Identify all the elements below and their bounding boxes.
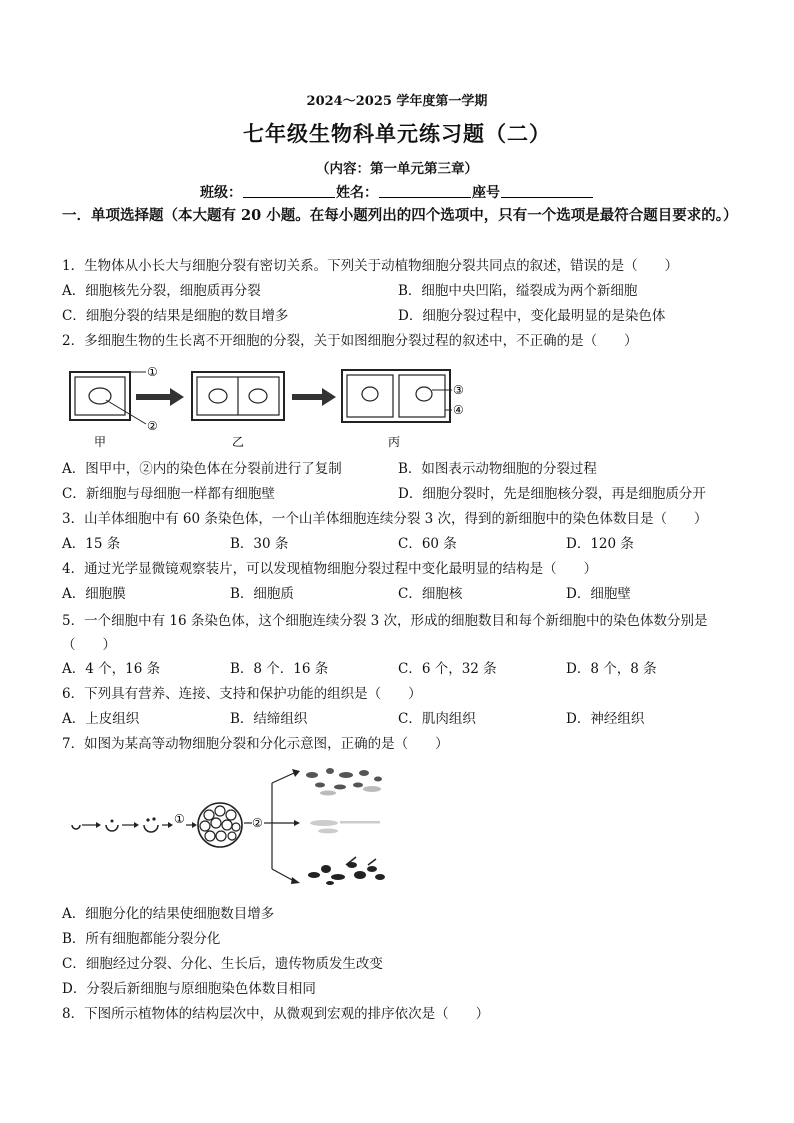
- cell-differentiation-figure: [68, 765, 408, 895]
- question-4-option-c[interactable]: C．细胞核: [398, 586, 463, 602]
- cell-division-figure: [66, 360, 486, 452]
- question-2-option-a[interactable]: A．图甲中，②内的染色体在分裂前进行了复制: [62, 461, 342, 477]
- question-1-stem: 1．生物体从小长大与细胞分裂有密切关系。下列关于动植物细胞分裂共同点的叙述，错误的是（ ）: [62, 258, 679, 274]
- question-1-option-c[interactable]: C．细胞分裂的结果是细胞的数目增多: [62, 308, 289, 324]
- question-5-option-a[interactable]: A．4 个，16 条: [62, 661, 161, 677]
- question-4-stem: 4．通过光学显微镜观察装片，可以发现植物细胞分裂过程中变化最明显的结构是（ ）: [62, 561, 598, 577]
- fig2-label-jia: 甲: [94, 435, 107, 449]
- question-7-option-c[interactable]: C．细胞经过分裂、分化、生长后，遗传物质发生改变: [62, 956, 383, 972]
- question-3-option-a[interactable]: A．15 条: [62, 536, 121, 552]
- student-info-row: [0, 182, 794, 202]
- question-5-option-c[interactable]: C．6 个，32 条: [398, 661, 497, 677]
- question-6-option-d[interactable]: D．神经组织: [566, 711, 645, 727]
- fig2-label-1: ①: [147, 365, 158, 379]
- question-2-option-c[interactable]: C．新细胞与母细胞一样都有细胞壁: [62, 486, 275, 502]
- question-4-option-d[interactable]: D．细胞壁: [566, 586, 631, 602]
- question-6-option-c[interactable]: C．肌肉组织: [398, 711, 476, 727]
- name-label: 姓名：: [336, 185, 378, 201]
- question-3-option-d[interactable]: D．120 条: [566, 536, 634, 552]
- question-4-option-a[interactable]: A．细胞膜: [62, 586, 126, 602]
- question-7-option-d[interactable]: D．分裂后新细胞与原细胞染色体数目相同: [62, 981, 316, 997]
- fig2-label-yi: 乙: [232, 435, 245, 449]
- question-8-stem: 8．下图所示植物体的结构层次中，从微观到宏观的排序依次是（ ）: [62, 1006, 490, 1022]
- fig7-label-1: ①: [174, 812, 185, 826]
- content-scope: （内容：第一单元第三章）: [316, 161, 478, 177]
- fig2-label-3: ③: [453, 383, 464, 397]
- question-2-option-d[interactable]: D．细胞分裂时，先是细胞核分裂，再是细胞质分开: [398, 486, 706, 502]
- question-1-option-d[interactable]: D．细胞分裂过程中，变化最明显的是染色体: [398, 308, 666, 324]
- question-4-option-b[interactable]: B．细胞质: [230, 586, 294, 602]
- question-6-option-b[interactable]: B．结缔组织: [230, 711, 308, 727]
- question-5-option-b[interactable]: B．8 个．16 条: [230, 661, 329, 677]
- question-7-option-a[interactable]: A．细胞分化的结果使细胞数目增多: [62, 906, 275, 922]
- class-blank[interactable]: [243, 184, 335, 198]
- question-1-option-b[interactable]: B．细胞中央凹陷，缢裂成为两个新细胞: [398, 283, 638, 299]
- question-3-option-c[interactable]: C．60 条: [398, 536, 457, 552]
- question-1-option-a[interactable]: A．细胞核先分裂，细胞质再分裂: [62, 283, 261, 299]
- fig2-label-bing: 丙: [388, 435, 401, 449]
- question-7-stem: 7．如图为某高等动物细胞分裂和分化示意图，正确的是（ ）: [62, 736, 449, 752]
- question-5-option-d[interactable]: D．8 个，8 条: [566, 661, 657, 677]
- seat-blank[interactable]: [501, 184, 593, 198]
- question-3-stem: 3．山羊体细胞中有 60 条染色体，一个山羊体细胞连续分裂 3 次，得到的新细胞中的染色体数目是（ ）: [62, 511, 708, 527]
- semester-line: 2024～2025 学年度第一学期: [306, 94, 488, 109]
- question-2-option-b[interactable]: B．如图表示动物细胞的分裂过程: [398, 461, 597, 477]
- fig2-label-2: ②: [147, 419, 158, 433]
- page-title: 七年级生物科单元练习题（二）: [243, 121, 551, 146]
- name-blank[interactable]: [379, 184, 471, 198]
- question-3-option-b[interactable]: B．30 条: [230, 536, 289, 552]
- question-5-stem: 5．一个细胞中有 16 条染色体，这个细胞连续分裂 3 次，形成的细胞数目和每个新细胞中的染色体数分别是（ ）: [62, 613, 708, 653]
- question-2-stem: 2．多细胞生物的生长离不开细胞的分裂，关于如图细胞分裂过程的叙述中，不正确的是（ ）: [62, 333, 638, 349]
- fig2-label-4: ④: [453, 403, 464, 417]
- class-label: 班级：: [200, 185, 242, 201]
- seat-label: 座号: [472, 185, 500, 201]
- question-6-option-a[interactable]: A．上皮组织: [62, 711, 140, 727]
- section-heading: 一．单项选择题（本大题有 20 小题。在每小题列出的四个选项中，只有一个选项是最符合题目要求的。）: [62, 207, 738, 224]
- question-6-stem: 6．下列具有营养、连接、支持和保护功能的组织是（ ）: [62, 686, 422, 702]
- question-7-option-b[interactable]: B．所有细胞都能分裂分化: [62, 931, 221, 947]
- fig7-label-2: ②: [252, 816, 263, 830]
